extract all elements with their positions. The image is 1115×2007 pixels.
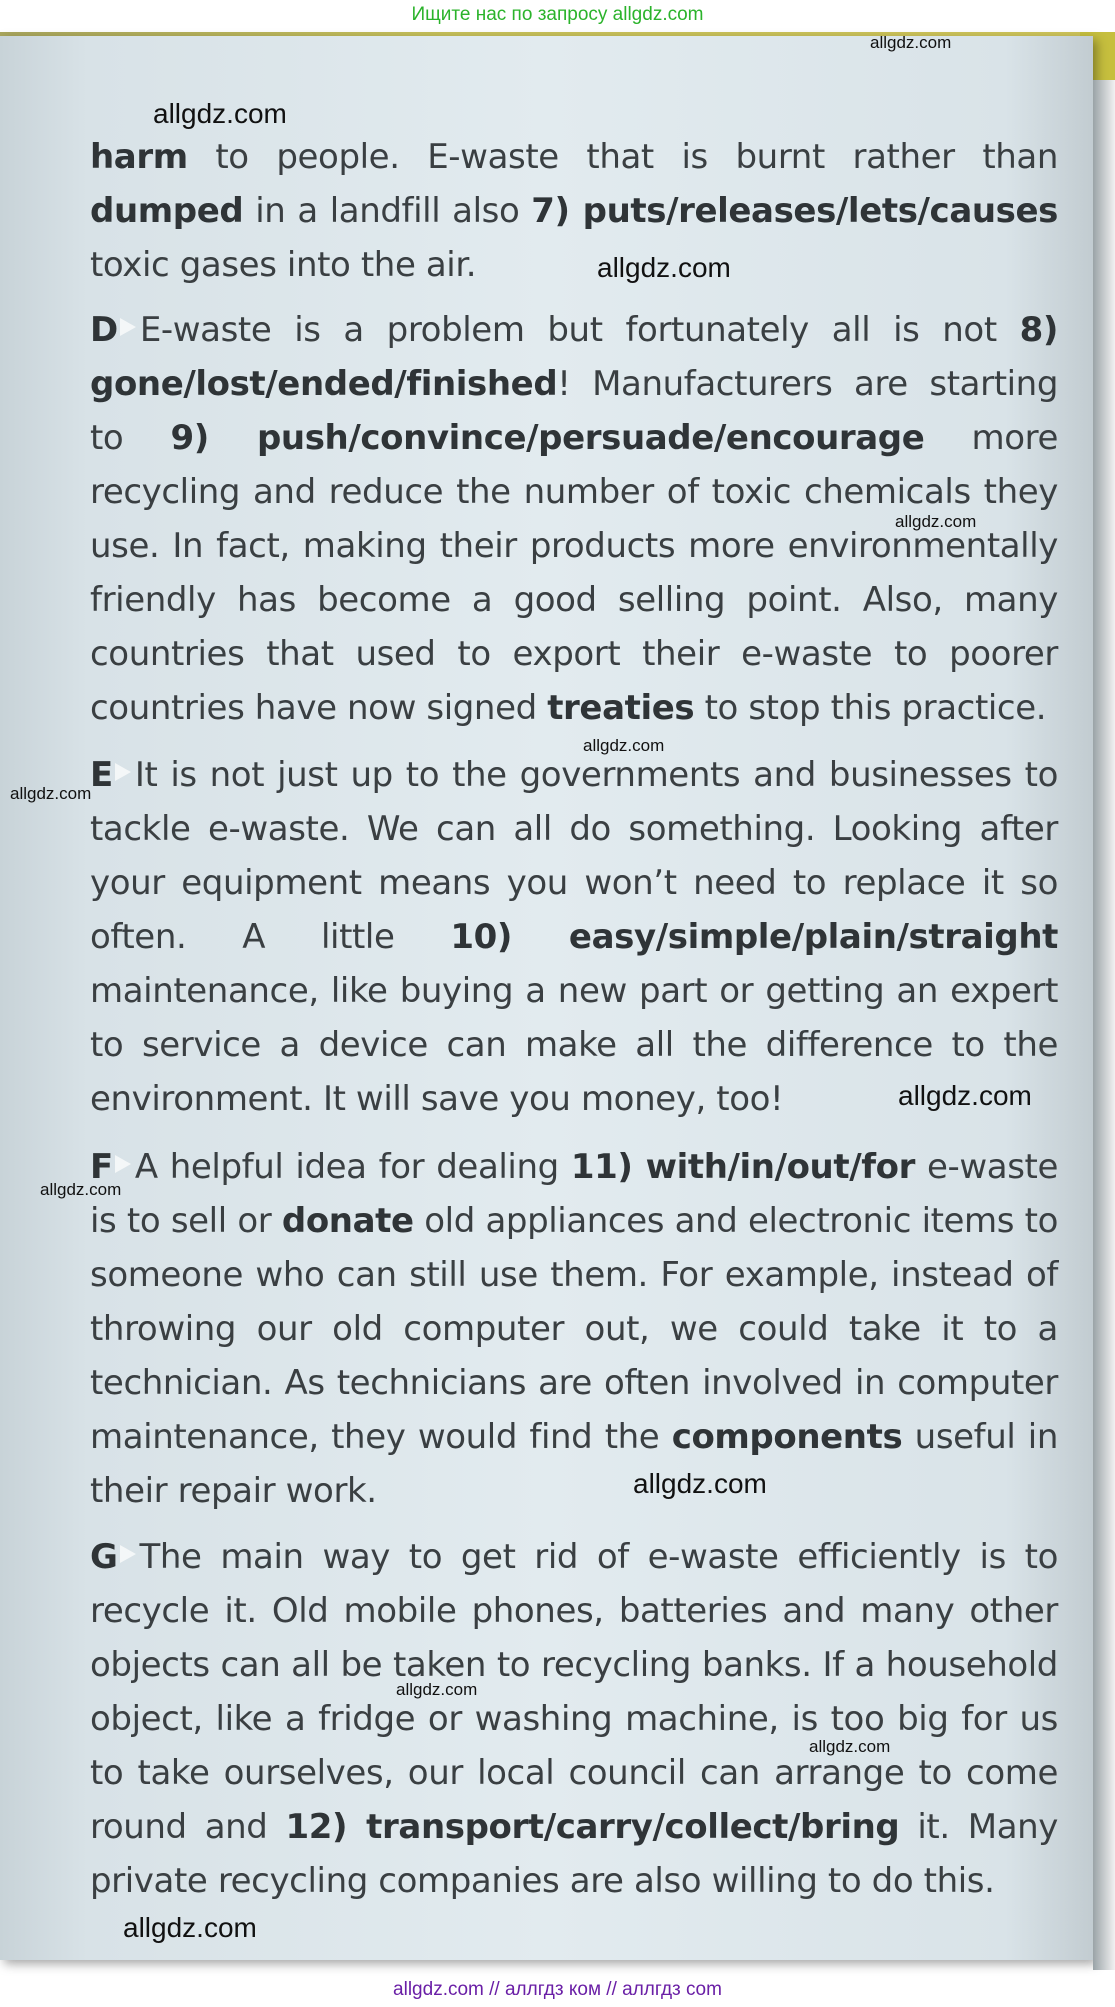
watermark: allgdz.com bbox=[597, 252, 731, 283]
paragraph-intro: harm to people. E-waste that is burnt rather than dumped in a landfill also 7) puts/releases/lets/causes toxic gases into the air. bbox=[90, 137, 1058, 285]
watermark: allgdz.com bbox=[898, 1080, 1032, 1111]
paragraph-f: F A helpful idea for dealing 11) with/in/out/for e-waste is to sell or donate old appliances and electronic items to someone who can still use them. For example, instead of throwing our old computer out, we could take it to a technician. As technicians are often involved in computer maintenance, they would find the components useful in their repair work. bbox=[90, 1147, 1059, 1511]
gap-8-options: 8) gone/lost/ended/finished bbox=[90, 310, 1058, 404]
watermark: allgdz.com bbox=[396, 1680, 478, 1699]
bold-word: donate bbox=[281, 1201, 414, 1241]
bold-word: dumped bbox=[90, 191, 244, 231]
watermark: allgdz.com bbox=[40, 1180, 122, 1199]
watermark: allgdz.com bbox=[809, 1737, 891, 1756]
watermark: allgdz.com bbox=[633, 1468, 767, 1499]
page-edge-shadow bbox=[1093, 80, 1115, 1970]
watermark: allgdz.com bbox=[583, 736, 665, 755]
bold-word: treaties bbox=[547, 688, 695, 728]
watermark: allgdz.com bbox=[123, 1912, 257, 1943]
bottom-banner[interactable]: allgdz.com // аллгдз ком // аллгдз com bbox=[393, 1979, 722, 2000]
section-letter-d: D bbox=[90, 310, 118, 350]
top-banner[interactable]: Ищите нас по запросу allgdz.com bbox=[411, 4, 704, 25]
watermark: allgdz.com bbox=[870, 33, 952, 52]
paragraph-d: D E-waste is a problem but fortunately all is not 8) gone/lost/ended/finished! Manufacturers are starting to 9) push/convince/persuade/encourage more recycling and reduce the number of toxic chemicals they use. In fact, making their products more environmentally friendly has become a good selling point. Also, many countries that used to export their e-waste to poorer countries have now signed treaties to stop this practice. bbox=[90, 310, 1058, 728]
gap-12-options: 12) transport/carry/collect/bring bbox=[285, 1807, 900, 1847]
watermark: allgdz.com bbox=[10, 784, 92, 803]
gap-7-options: 7) puts/releases/lets/causes bbox=[531, 191, 1058, 231]
section-letter-f: F bbox=[90, 1147, 113, 1187]
section-letter-e: E bbox=[90, 755, 113, 795]
gap-11-options: 11) with/in/out/for bbox=[570, 1147, 915, 1187]
paragraph-g: G The main way to get rid of e-waste efficiently is to recycle it. Old mobile phones, batteries and many other objects can all be taken to recycling banks. If a household object, like a fridge or washing machine, is too big for us to take ourselves, our local council can arrange to come round and 12) transport/carry/collect/bring it. Many private recycling companies are also willing to do this. bbox=[90, 1537, 1058, 1901]
watermark: allgdz.com bbox=[153, 98, 287, 129]
bold-word: harm bbox=[90, 137, 188, 177]
gap-10-options: 10) easy/simple/plain/straight bbox=[450, 917, 1059, 957]
watermark: allgdz.com bbox=[895, 512, 977, 531]
gap-9-options: 9) push/convince/persuade/encourage bbox=[170, 418, 925, 458]
bold-word: components bbox=[671, 1417, 903, 1457]
section-letter-g: G bbox=[90, 1537, 118, 1577]
paragraph-e: E It is not just up to the governments and businesses to tackle e-waste. We can all do something. Looking after your equipment means you won’t need to replace it so often. A little 10) easy/simple/plain/straight maintenance, like buying a new part or getting an expert to service a device can make all the difference to the environment. It will save you money, too! bbox=[90, 755, 1059, 1119]
